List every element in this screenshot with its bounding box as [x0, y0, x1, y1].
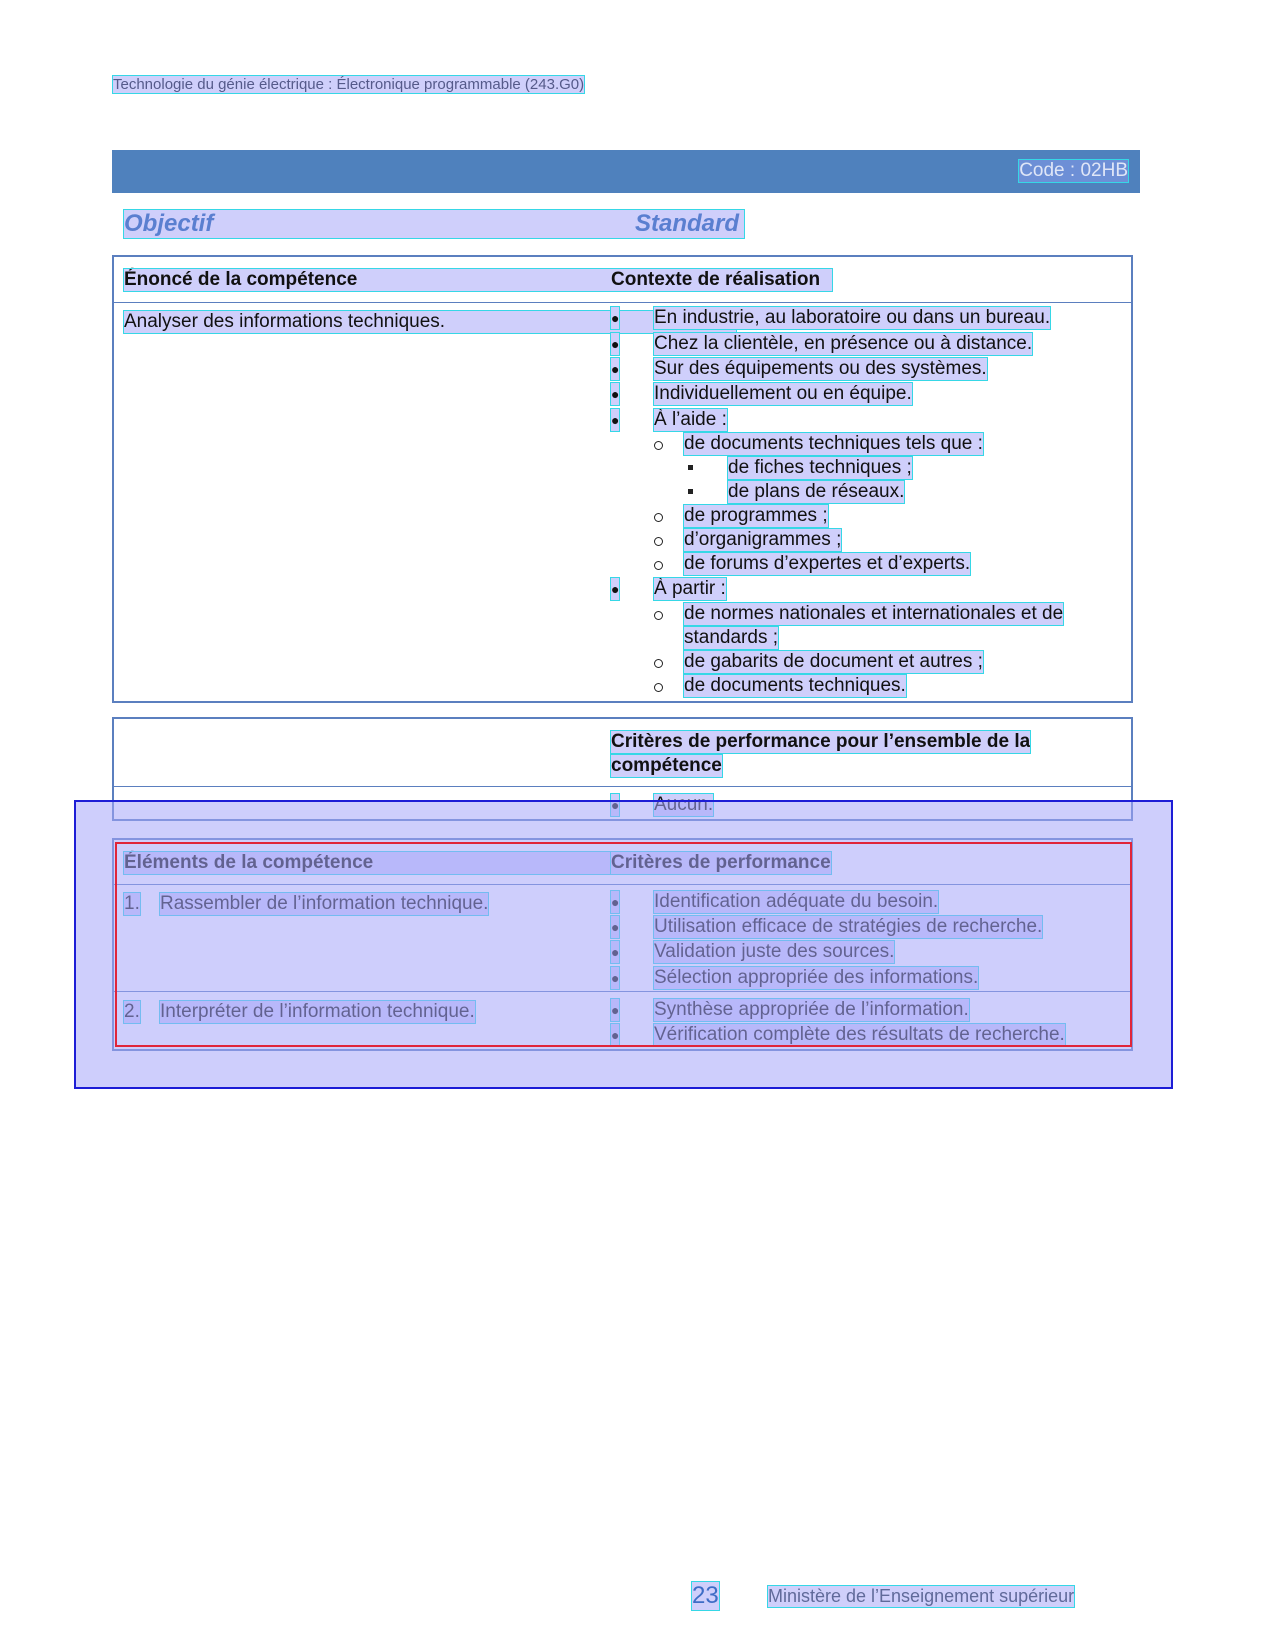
statement-header: Énoncé de la compétence	[124, 269, 832, 291]
bullet-icon: ●	[611, 578, 619, 600]
context-item: À partir :	[654, 578, 726, 599]
context-subitem: d’organigrammes ;	[684, 529, 842, 550]
bullet-icon: ●	[611, 409, 619, 431]
global-criteria-header-continued: compétence	[611, 755, 722, 776]
circle-bullet-icon	[654, 441, 663, 450]
context-subitem: de programmes ;	[684, 505, 828, 526]
circle-bullet-icon	[654, 537, 663, 546]
table-divider	[114, 302, 1131, 303]
circle-bullet-icon	[654, 683, 663, 692]
competence-table	[112, 255, 1133, 703]
context-subitem: de normes nationales et internationales et de	[684, 603, 1064, 624]
context-item: Chez la clientèle, en présence ou à distance.	[654, 333, 1033, 354]
context-item: Sur des équipements ou des systèmes.	[654, 358, 987, 379]
circle-bullet-icon	[654, 513, 663, 522]
competence-statement: Analyser des informations techniques.	[124, 311, 736, 333]
table-divider	[114, 786, 1131, 787]
context-item: En industrie, au laboratoire ou dans un bureau.	[654, 307, 1051, 328]
context-subitem: de documents techniques.	[684, 675, 906, 696]
square-bullet-icon	[688, 465, 693, 470]
context-subsubitem: de fiches techniques ;	[728, 457, 912, 478]
highlight-box	[115, 842, 1132, 1047]
context-subitem: de gabarits de document et autres ;	[684, 651, 983, 672]
circle-bullet-icon	[654, 659, 663, 668]
context-item: À l’aide :	[654, 409, 727, 430]
code-banner	[112, 150, 1140, 193]
objective-standard-row	[124, 210, 744, 238]
circle-bullet-icon	[654, 561, 663, 570]
bullet-icon: ●	[611, 307, 619, 329]
standard-label: Standard	[635, 210, 740, 237]
context-subitem: de documents techniques tels que :	[684, 433, 983, 454]
square-bullet-icon	[688, 489, 693, 494]
objective-label: Objectif	[124, 210, 214, 237]
context-subitem-continued: standards ;	[684, 627, 778, 648]
document-header: Technologie du génie électrique : Électronique programmable (243.G0)	[113, 76, 585, 93]
bullet-icon: ●	[611, 383, 619, 405]
circle-bullet-icon	[654, 611, 663, 620]
context-header: Contexte de réalisation	[611, 269, 821, 290]
competency-code: Code : 02HB	[1019, 160, 1128, 181]
page-number: 23	[692, 1582, 719, 1609]
context-subitem: de forums d’expertes et d’experts.	[684, 553, 971, 574]
context-item: Individuellement ou en équipe.	[654, 383, 912, 404]
bullet-icon: ●	[611, 358, 619, 380]
footer-organization: Ministère de l’Enseignement supérieur	[768, 1586, 1075, 1606]
bullet-icon: ●	[611, 333, 619, 355]
global-criteria-header: Critères de performance pour l’ensemble de la	[611, 731, 1031, 752]
context-subsubitem: de plans de réseaux.	[728, 481, 905, 502]
